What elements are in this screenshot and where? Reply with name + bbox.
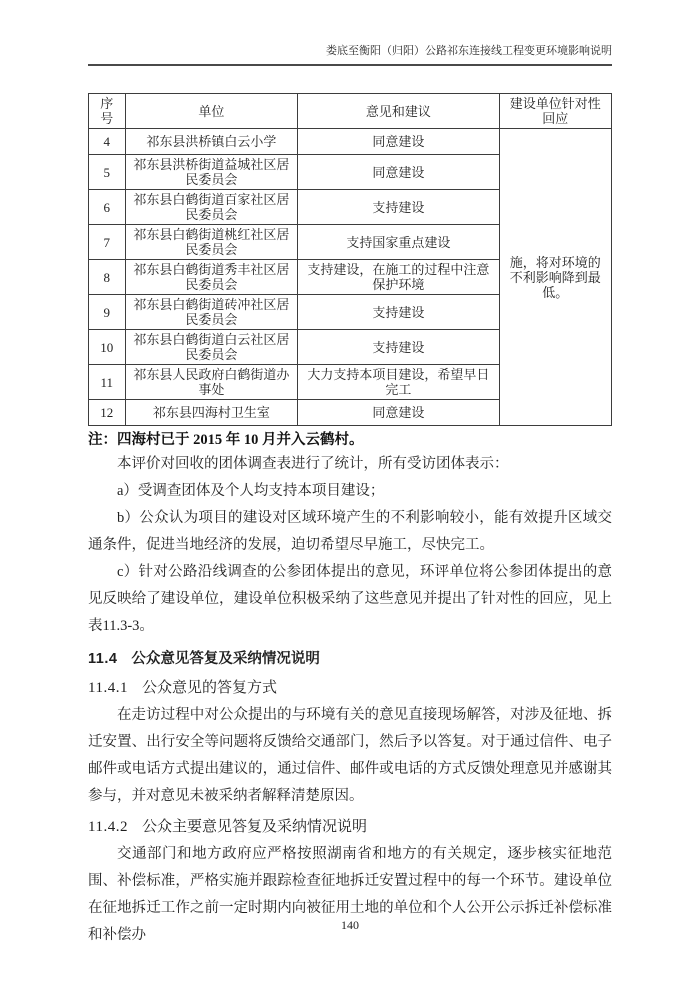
unit-cell: 祁东县白鹤街道秀丰社区居民委员会 [125,260,298,295]
row-number-cell: 5 [89,155,126,190]
col-header-unit: 单位 [125,94,298,129]
col-header-response: 建设单位针对性回应 [499,94,611,129]
section-number: 11.4.2 [88,819,128,835]
opinion-cell: 大力支持本项目建设，希望早日完工 [298,365,499,400]
unit-cell: 祁东县白鹤街道桃红社区居民委员会 [125,225,298,260]
unit-cell: 祁东县洪桥街道益城社区居民委员会 [125,155,298,190]
opinion-cell: 支持建设 [298,330,499,365]
paragraph-item-c: c）针对公路沿线调查的公参团体提出的意见，环评单位将公参团体提出的意见反映给了建设单位，建设单位积极采纳了这些意见并提出了针对性的回应，见上表11.3-3。 [88,564,612,634]
section-title: 公众意见的答复方式 [141,680,277,696]
paragraph-survey-summary: 本评价对回收的团体调查表进行了统计，所有受访团体表示： [117,456,509,472]
row-number-cell: 9 [89,295,126,330]
section-title: 公众意见答复及采纳情况说明 [131,651,320,667]
row-number-cell: 10 [89,330,126,365]
opinion-cell: 支持建设 [298,295,499,330]
col-header-index: 序号 [89,94,126,129]
table-row [89,129,612,155]
unit-cell: 祁东县洪桥镇白云小学 [125,129,298,155]
opinion-cell: 支持建设，在施工的过程中注意保护环境 [298,260,499,295]
opinion-cell: 支持建设 [298,190,499,225]
row-number-cell: 4 [89,129,126,155]
opinion-cell: 同意建设 [298,155,499,190]
row-number-cell: 12 [89,400,126,426]
unit-cell: 祁东县白鹤街道百家社区居民委员会 [125,190,298,225]
page-content [88,0,612,949]
section-title: 公众主要意见答复及采纳情况说明 [141,819,367,835]
paragraph-11-4-1: 在走访过程中对公众提出的与环境有关的意见直接现场解答，对涉及征地、拆迁安置、出行安全等问题将反馈给交通部门，然后予以答复。对于通过信件、电子邮件或电话方式提出建议的，通过信件、邮件或电话的方式反馈处理意见并感谢其参与，并对意见未被采纳者解释清楚原因。 [88,707,612,804]
unit-cell: 祁东县人民政府白鹤街道办事处 [125,365,298,400]
unit-cell: 祁东县白鹤街道砖冲社区居民委员会 [125,295,298,330]
row-number-cell: 6 [89,190,126,225]
row-number-cell: 11 [89,365,126,400]
paragraph-item-b: b）公众认为项目的建设对区域环境产生的不利影响较小，能有效提升区域交通条件，促进当地经济的发展，迫切希望尽早施工，尽快完工。 [88,510,612,553]
public-opinion-table [88,93,612,426]
unit-cell: 祁东县四海村卫生室 [125,400,298,426]
opinion-cell: 同意建设 [298,400,499,426]
table-header-row [89,94,612,129]
section-heading-11-4-2 [88,814,612,841]
running-header-title: 娄底至衡阳（归阳）公路祁东连接线工程变更环境影响说明 [326,45,612,57]
section-heading-11-4-1 [88,675,612,702]
page-number: 140 [341,918,359,932]
opinion-cell: 支持国家重点建设 [298,225,499,260]
section-number: 11.4 [88,651,118,667]
section-heading-11-4 [88,646,612,673]
row-number-cell: 7 [89,225,126,260]
page-header [88,0,612,66]
paragraph-item-a: a）受调查团体及个人均支持本项目建设； [117,483,385,499]
response-span-cell: 施，将对环境的不利影响降到最低。 [499,129,611,426]
section-number: 11.4.1 [88,680,128,696]
table-note: 注：四海村已于 2015 年 10 月并入云鹤村。 [88,432,364,448]
unit-cell: 祁东县白鹤街道白云社区居民委员会 [125,330,298,365]
opinion-cell: 同意建设 [298,129,499,155]
col-header-opinion: 意见和建议 [298,94,499,129]
row-number-cell: 8 [89,260,126,295]
paragraph-11-4-2: 交通部门和地方政府应严格按照湖南省和地方的有关规定，逐步核实征地范围、补偿标准，严格实施并跟踪检查征地拆迁安置过程中的每一个环节。建设单位在征地拆迁工作之前一定时期内向被征用土地的单位和个人公开公示拆迁补偿标准和补偿办 [88,846,612,943]
